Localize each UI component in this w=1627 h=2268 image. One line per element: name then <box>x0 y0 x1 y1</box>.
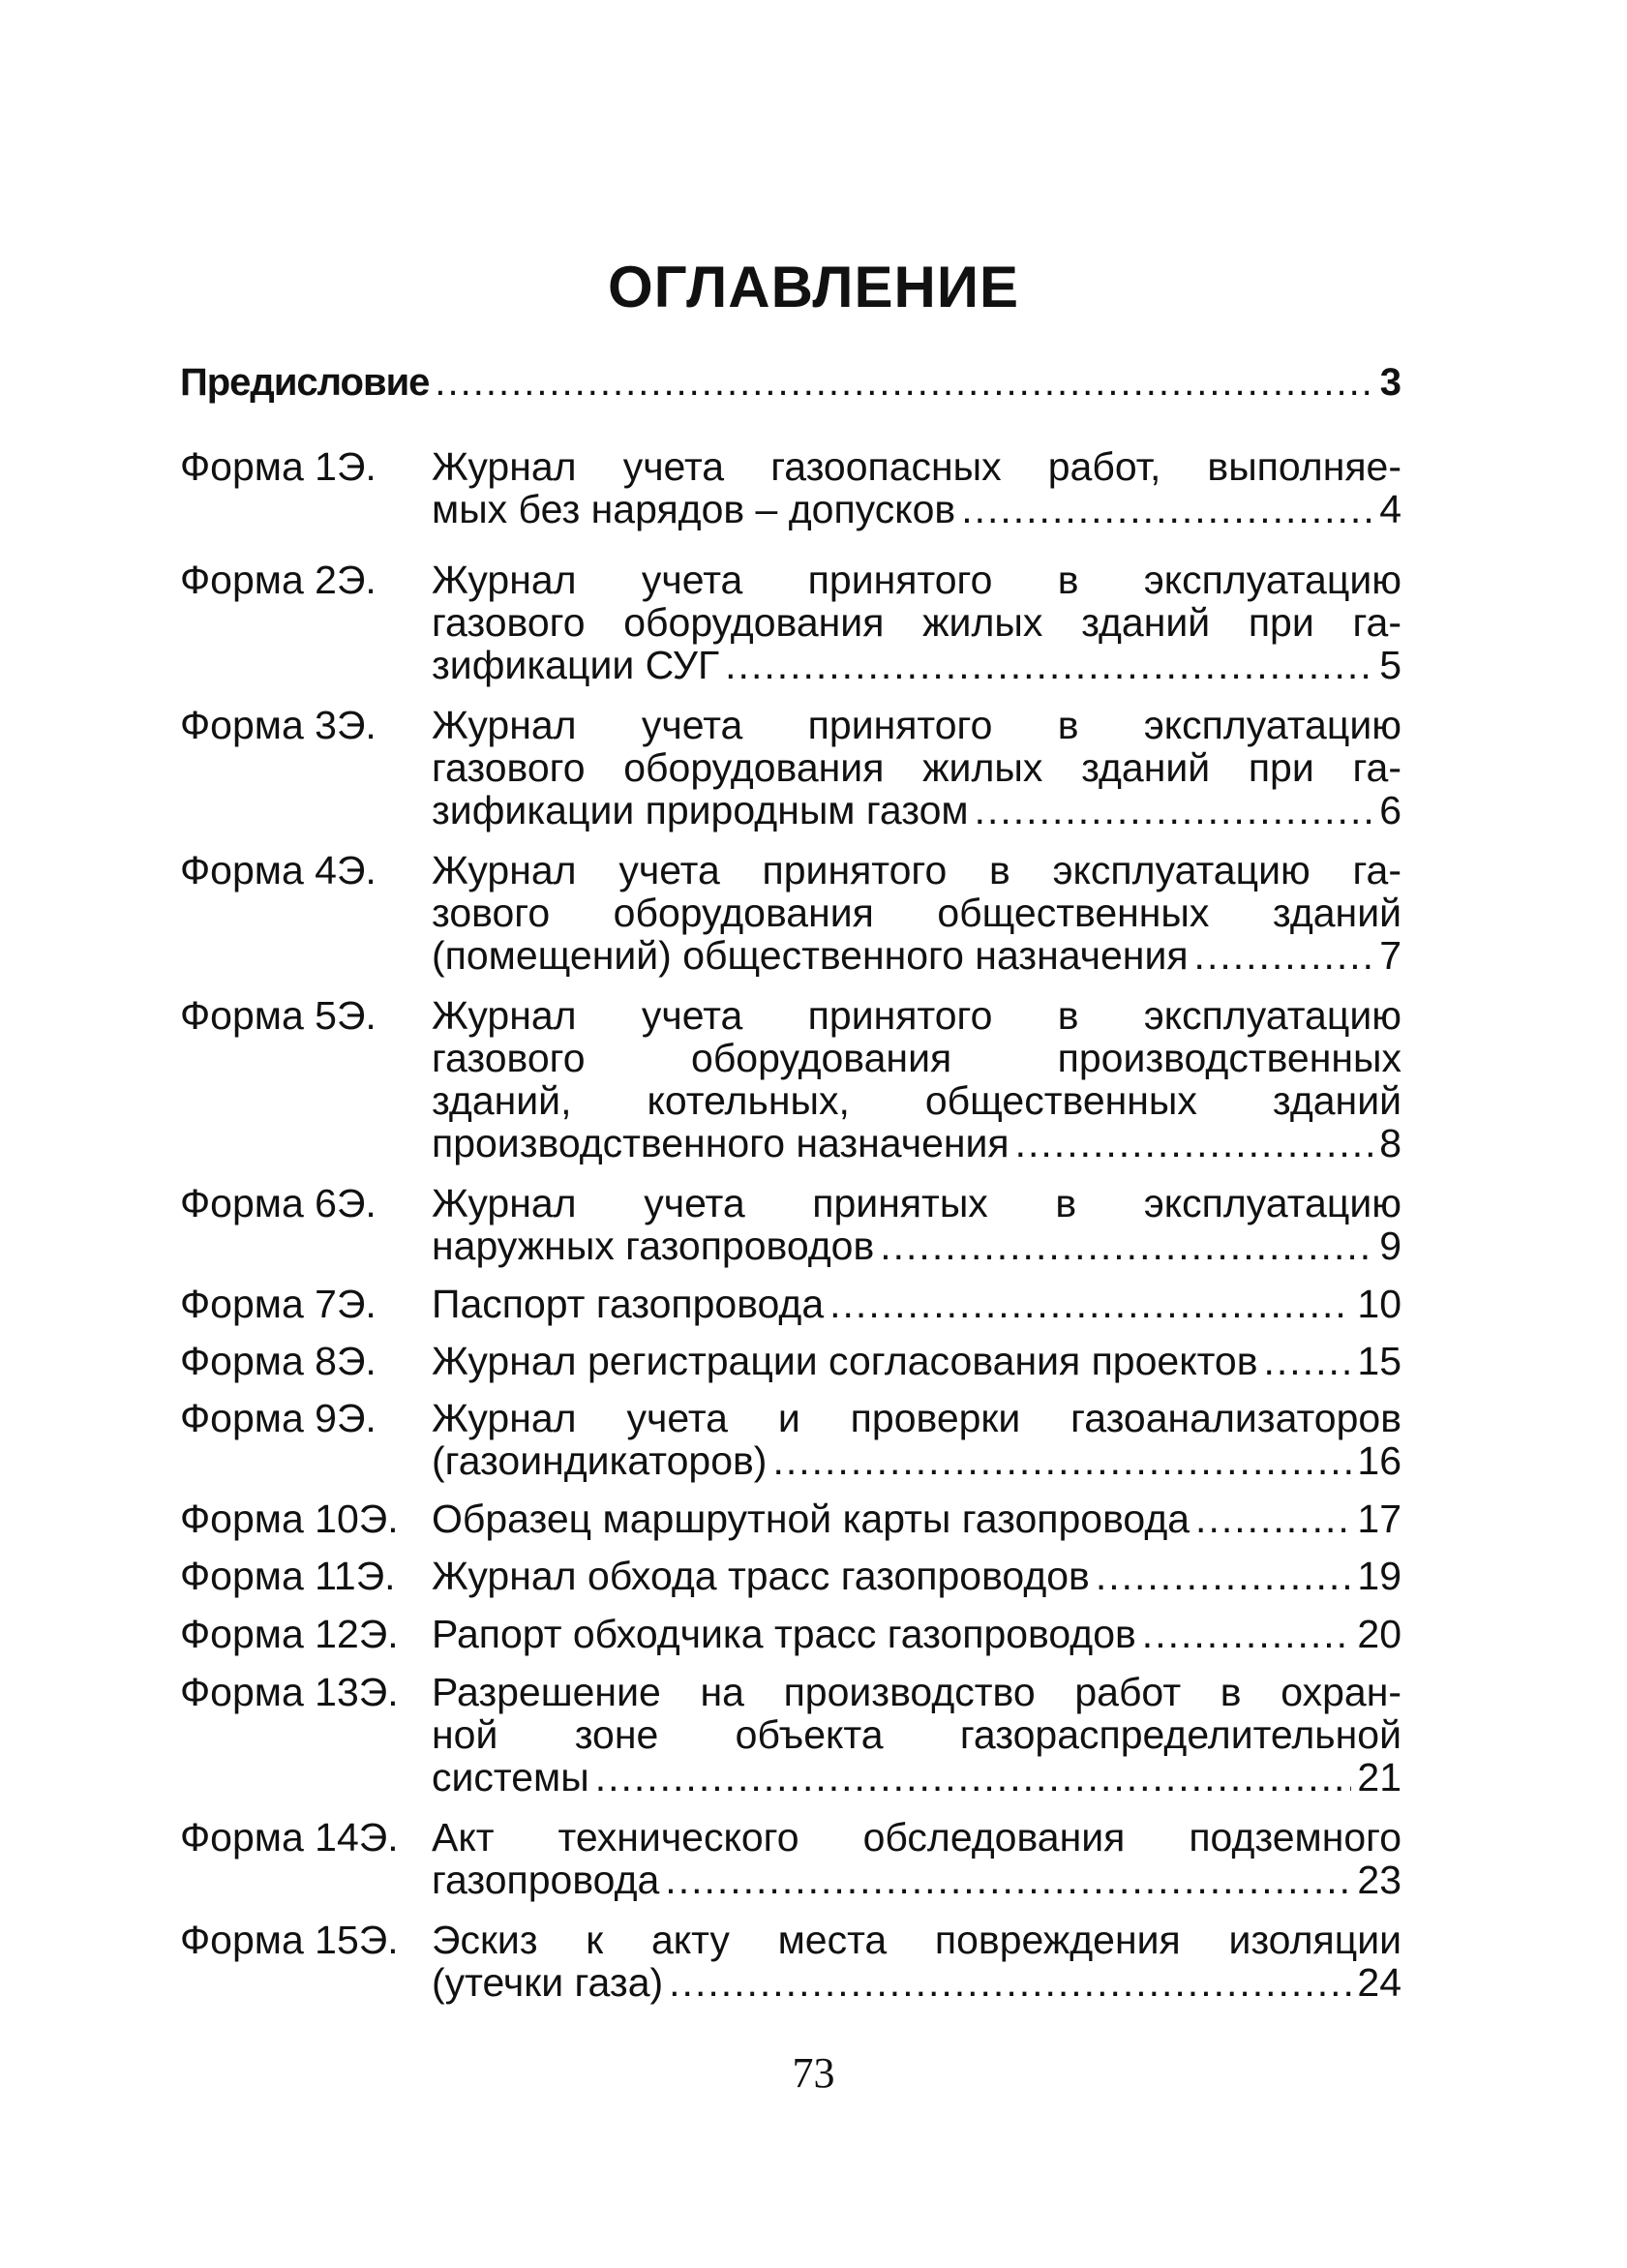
toc-entry-title <box>432 1283 1401 1325</box>
toc-entry[interactable] <box>180 704 1401 832</box>
toc-entry-line: Журнал учета принятого в эксплуатацию <box>432 558 1401 602</box>
toc-entry-last-line <box>432 1859 1401 1901</box>
toc-entry[interactable] <box>180 849 1401 977</box>
toc-entry-label: Форма 2Э. <box>180 558 377 602</box>
toc-entry-page: 21 <box>1357 1755 1401 1799</box>
toc-entry-label: Форма 6Э. <box>180 1181 377 1225</box>
toc-entry-line: мых без нарядов – допусков <box>432 487 956 531</box>
toc-entry-line: ной зоне объекта газораспределительной <box>432 1712 1401 1757</box>
toc-entry-page: 9 <box>1379 1224 1401 1268</box>
toc-entry-last-line <box>432 789 1401 832</box>
toc-entry[interactable] <box>180 1182 1401 1267</box>
dot-leader <box>725 644 1373 686</box>
toc-entry-title <box>432 1397 1401 1482</box>
toc-entry-label: Форма 8Э. <box>180 1339 377 1383</box>
toc-entry-page: 8 <box>1379 1121 1401 1165</box>
toc-entry-title <box>432 1497 1401 1540</box>
toc-entry-line: газового оборудования жилых зданий при га- <box>432 745 1401 790</box>
toc-preface-label: Предисловие <box>180 361 430 404</box>
toc-entry[interactable] <box>180 994 1401 1164</box>
toc-entry-last-line <box>432 1613 1401 1655</box>
dot-leader <box>669 1961 1351 2004</box>
toc-entry-last-line <box>432 644 1401 686</box>
toc-entry-label: Форма 4Э. <box>180 848 377 892</box>
toc-entry-line: (утечки газа) <box>432 1960 664 2005</box>
toc-entry-last-line <box>432 1555 1401 1597</box>
toc-entry-page: 10 <box>1357 1282 1401 1326</box>
toc-entry-title <box>432 1919 1401 2004</box>
toc-entry-page: 17 <box>1357 1497 1401 1541</box>
dot-leader <box>665 1859 1351 1901</box>
table-of-contents <box>180 445 1401 2004</box>
toc-entry-title <box>432 1671 1401 1799</box>
toc-entry[interactable] <box>180 1816 1401 1901</box>
dot-leader <box>880 1225 1373 1267</box>
toc-entry-line: (помещений) общественного назначения <box>432 933 1189 978</box>
toc-entry-line: системы <box>432 1755 589 1799</box>
toc-entry-label: Форма 11Э. <box>180 1554 396 1598</box>
toc-entry-page: 20 <box>1357 1612 1401 1656</box>
toc-entry-line: Разрешение на производство работ в охран- <box>432 1670 1401 1714</box>
dot-leader <box>1264 1340 1352 1382</box>
toc-entry-page: 15 <box>1357 1339 1401 1383</box>
toc-entry-last-line <box>432 1283 1401 1325</box>
toc-entry-line: (газоиндикаторов) <box>432 1438 768 1483</box>
toc-entry-page: 7 <box>1379 933 1401 978</box>
toc-entry-line: Журнал учета газоопасных работ, выполняе- <box>432 444 1401 489</box>
toc-entry-line: газопровода <box>432 1858 660 1902</box>
toc-entry-last-line <box>432 1497 1401 1540</box>
toc-entry[interactable] <box>180 1397 1401 1482</box>
toc-entry-label: Форма 1Э. <box>180 444 377 489</box>
toc-entry-page: 16 <box>1357 1438 1401 1483</box>
toc-entry-line: производственного назначения <box>432 1121 1009 1165</box>
dot-leader <box>1194 934 1374 977</box>
toc-entry-page: 24 <box>1357 1960 1401 2005</box>
toc-entry[interactable] <box>180 1283 1401 1325</box>
toc-entry-line: Журнал учета принятого в эксплуатацию <box>432 993 1401 1038</box>
dot-leader <box>1015 1122 1374 1164</box>
dot-leader <box>829 1283 1351 1325</box>
toc-entry-title <box>432 445 1401 530</box>
toc-entry-title <box>432 1340 1401 1382</box>
toc-preface-page: 3 <box>1379 361 1401 404</box>
dot-leader <box>975 789 1374 832</box>
toc-entry[interactable] <box>180 559 1401 686</box>
toc-entry-line: Акт технического обследования подземного <box>432 1815 1401 1860</box>
page-title: ОГЛАВЛЕНИЕ <box>607 255 1020 319</box>
toc-entry[interactable] <box>180 1671 1401 1799</box>
toc-entry[interactable] <box>180 1613 1401 1655</box>
toc-entry-line: Журнал учета принятого в эксплуатацию га- <box>432 848 1401 892</box>
toc-entry-line: зификации природным газом <box>432 788 969 832</box>
toc-entry-title <box>432 1182 1401 1267</box>
toc-entry-label: Форма 9Э. <box>180 1396 377 1440</box>
dot-leader <box>1142 1613 1352 1655</box>
toc-entry-line: Рапорт обходчика трасс газопроводов <box>432 1612 1136 1656</box>
toc-entry-line: Паспорт газопровода <box>432 1282 825 1326</box>
toc-entry-label: Форма 14Э. <box>180 1815 399 1860</box>
toc-entry-line: газового оборудования производственных <box>432 1036 1401 1080</box>
toc-entry[interactable] <box>180 445 1401 530</box>
toc-entry-label: Форма 7Э. <box>180 1282 377 1326</box>
toc-entry-line: зового оборудования общественных зданий <box>432 891 1401 935</box>
toc-entry-line: Образец маршрутной карты газопровода <box>432 1497 1190 1541</box>
toc-entry-last-line <box>432 1225 1401 1267</box>
dot-leader <box>435 360 1373 406</box>
toc-entry-line: зданий, котельных, общественных зданий <box>432 1078 1401 1123</box>
toc-entry-title <box>432 849 1401 977</box>
toc-entry-last-line <box>432 1756 1401 1799</box>
toc-entry-line: газового оборудования жилых зданий при га- <box>432 600 1401 645</box>
page-number: 73 <box>792 2049 835 2097</box>
toc-entry-line: зификации СУГ <box>432 643 720 687</box>
toc-entry-label: Форма 10Э. <box>180 1497 399 1541</box>
toc-entry[interactable] <box>180 1340 1401 1382</box>
dot-leader <box>772 1439 1351 1482</box>
toc-entry-label: Форма 5Э. <box>180 993 377 1038</box>
toc-entry-title <box>432 1816 1401 1901</box>
toc-entry-line: наружных газопроводов <box>432 1224 875 1268</box>
toc-preface-entry[interactable] <box>180 360 1401 406</box>
toc-entry-title <box>432 1613 1401 1655</box>
toc-entry-page: 5 <box>1379 643 1401 687</box>
toc-entry-label: Форма 3Э. <box>180 703 377 747</box>
toc-entry-title <box>432 704 1401 832</box>
toc-entry-title <box>432 559 1401 686</box>
toc-entry-last-line <box>432 1961 1401 2004</box>
toc-entry-label: Форма 13Э. <box>180 1670 399 1714</box>
toc-entry-line: Эскиз к акту места повреждения изоляции <box>432 1918 1401 1962</box>
toc-entry-title <box>432 994 1401 1164</box>
toc-entry-line: Журнал учета принятого в эксплуатацию <box>432 703 1401 747</box>
toc-entry-label: Форма 12Э. <box>180 1612 399 1656</box>
dot-leader <box>1096 1555 1352 1597</box>
toc-entry-last-line <box>432 1439 1401 1482</box>
toc-entry-title <box>432 1555 1401 1597</box>
toc-entry-label: Форма 15Э. <box>180 1918 399 1962</box>
toc-entry-last-line <box>432 488 1401 530</box>
toc-entry-last-line <box>432 1122 1401 1164</box>
toc-entry[interactable] <box>180 1497 1401 1540</box>
toc-entry-page: 6 <box>1379 788 1401 832</box>
toc-entry-line: Журнал учета и проверки газоанализаторов <box>432 1396 1401 1440</box>
toc-entry[interactable] <box>180 1555 1401 1597</box>
dot-leader <box>595 1756 1352 1799</box>
dot-leader <box>961 488 1373 530</box>
toc-entry-page: 23 <box>1357 1858 1401 1902</box>
toc-entry[interactable] <box>180 1919 1401 2004</box>
toc-entry-page: 4 <box>1379 487 1401 531</box>
toc-entry-last-line <box>432 1340 1401 1382</box>
toc-entry-last-line <box>432 934 1401 977</box>
toc-entry-line: Журнал регистрации согласования проектов <box>432 1339 1258 1383</box>
dot-leader <box>1195 1497 1351 1540</box>
toc-entry-page: 19 <box>1357 1554 1401 1598</box>
toc-entry-line: Журнал обхода трасс газопроводов <box>432 1554 1090 1598</box>
toc-entry-line: Журнал учета принятых в эксплуатацию <box>432 1181 1401 1225</box>
